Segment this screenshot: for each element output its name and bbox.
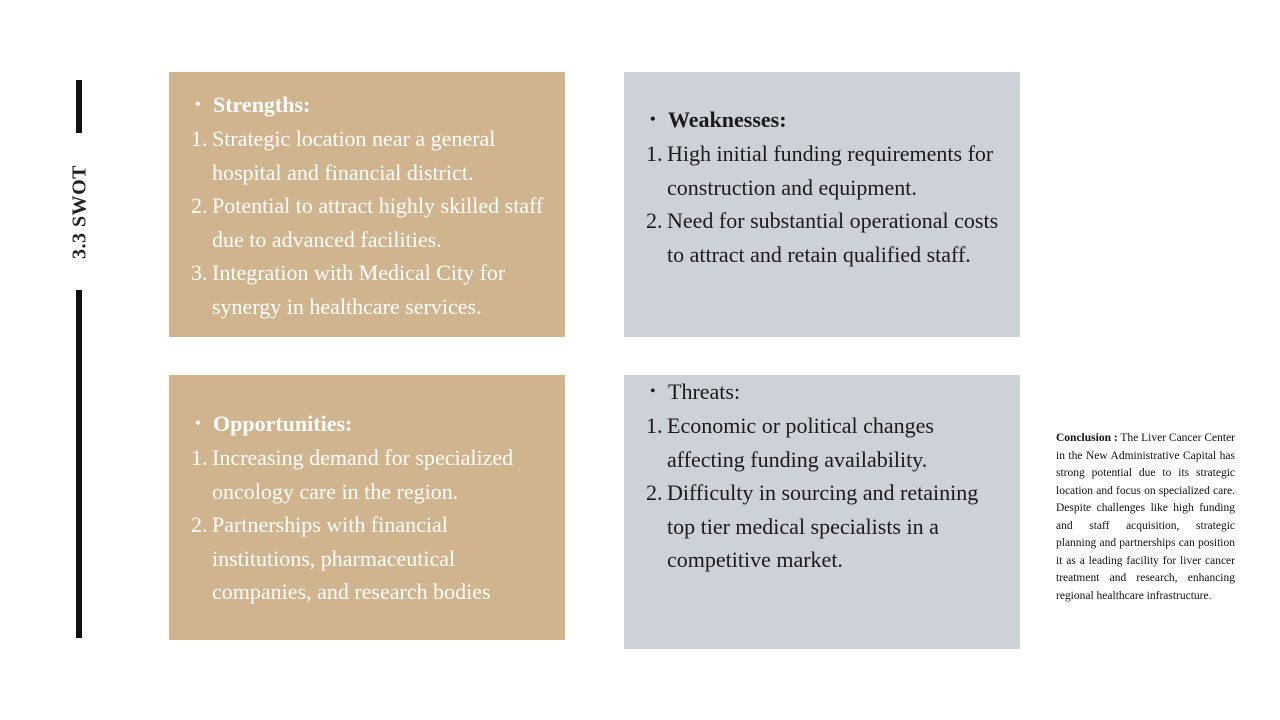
item-text: Partnerships with financial institutions, pharmaceutical companies, and research bodies [212,512,491,604]
item-number: 2. [191,512,208,537]
list-item [191,508,555,609]
conclusion-body: The Liver Cancer Center in the New Administrative Capital has strong potential due to its strategic location and focus on specialized care. Despite challenges like high funding and staff acquisition, strategic planning and partnerships can position it as a leading facility for liver cancer treatment and research, enhancing regional healthcare infrastructure. [1056,432,1236,602]
list-item [646,476,1010,577]
section-title: 3.3 SWOT [68,164,91,260]
item-number: 1. [646,413,663,438]
item-text: Need for substantial operational costs to attract and retain qualified staff. [667,208,999,267]
threats-list [646,409,1010,577]
vertical-bar-bottom [76,290,82,638]
list-item [191,256,555,323]
threats-box [624,375,1020,649]
item-text: Economic or political changes affecting funding availability. [667,413,934,472]
item-number: 1. [191,445,208,470]
list-item [191,189,555,256]
list-item [646,204,1010,271]
item-number: 3. [191,260,208,285]
item-number: 2. [646,480,663,505]
list-item [191,122,555,189]
strengths-heading: • Strengths: [191,90,555,120]
threats-heading: • Threats: [646,377,1010,407]
item-number: 2. [191,193,208,218]
item-text: Increasing demand for specialized oncology care in the region. [212,445,514,504]
item-number: 2. [646,208,663,233]
strengths-list [191,122,555,323]
weaknesses-box [624,72,1020,337]
opportunities-list [191,441,555,609]
conclusion-text [1056,430,1235,605]
item-text: High initial funding requirements for construction and equipment. [667,141,994,200]
list-item [646,409,1010,476]
weaknesses-heading: • Weaknesses: [646,105,1010,135]
item-text: Potential to attract highly skilled staff due to advanced facilities. [212,193,544,252]
item-number: 1. [646,141,663,166]
opportunities-heading: • Opportunities: [191,409,555,439]
list-item [191,441,555,508]
vertical-bar-top [76,80,82,133]
opportunities-box [169,375,565,640]
item-number: 1. [191,126,208,151]
item-text: Integration with Medical City for synergy in healthcare services. [212,260,506,319]
item-text: Strategic location near a general hospital and financial district. [212,126,496,185]
conclusion-label: Conclusion : [1056,432,1118,444]
item-text: Difficulty in sourcing and retaining top tier medical specialists in a competitive market. [667,480,979,572]
strengths-box [169,72,565,337]
weaknesses-list [646,137,1010,271]
list-item [646,137,1010,204]
